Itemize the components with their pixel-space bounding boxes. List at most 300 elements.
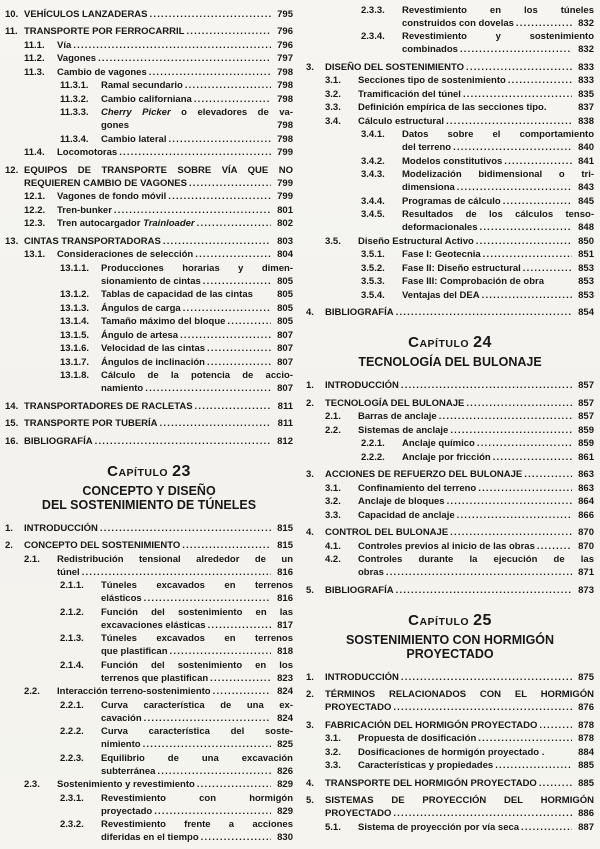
toc-page-number: 853 (578, 276, 594, 287)
toc-entry-text (358, 495, 445, 508)
toc-entry-number: 3.2. (325, 746, 341, 758)
toc-page-number: 825 (277, 739, 293, 750)
toc-entry-body (402, 248, 594, 261)
toc-entry-number: 11.3.4. (60, 133, 89, 145)
dot-leader (73, 39, 271, 52)
dot-leader (447, 495, 572, 508)
toc-entry-number: 2.3.4. (361, 31, 385, 42)
toc-entry-lastline (57, 146, 293, 159)
entry-text: Túneles excavados en terrenos (101, 580, 293, 591)
dot-leader (183, 302, 271, 315)
entry-text: EQUIPOS DE TRANSPORTE SOBRE VÍA QUE NO (24, 164, 293, 176)
toc-entry-lastline (402, 289, 594, 302)
toc-entry-number: 2. (306, 689, 314, 700)
toc-entry-body (325, 584, 594, 597)
toc-entry-lastline (24, 435, 293, 448)
toc-entry-lastline (402, 17, 594, 30)
toc-entry-number: 1. (306, 380, 314, 391)
toc-entry (5, 778, 293, 791)
entry-text: Diseño Estructural Activo (358, 235, 474, 247)
toc-entry-number: 11.1. (24, 39, 45, 51)
toc-entry-text (358, 88, 461, 101)
toc-page-number: 833 (578, 75, 594, 86)
toc-page-number: 798 (277, 66, 293, 78)
entry-text: Vagones de fondo móvil (57, 191, 167, 202)
toc-entry-number: 3.4. (325, 115, 341, 127)
toc-entry-text (325, 719, 537, 732)
dot-leader (207, 356, 271, 369)
toc-entry-number: 13.1. (24, 249, 46, 260)
toc-entry-text (101, 831, 199, 844)
dot-leader (466, 397, 572, 410)
toc-entry-text (358, 235, 474, 248)
toc-entry (5, 553, 293, 579)
dot-leader (144, 592, 271, 605)
dot-leader (457, 509, 572, 522)
toc-entry-text (402, 155, 502, 168)
toc-entry-lastline (358, 115, 594, 128)
entry-text: TÉRMINOS RELACIONADOS CON EL HORMIGÓN (325, 689, 594, 700)
toc-page-number: 798 (277, 120, 293, 131)
chapter-word-initial: C (107, 462, 119, 480)
toc-entry-number: 2.2.1. (60, 699, 84, 711)
toc-page-number: 885 (578, 760, 594, 771)
toc-entry-text (325, 468, 522, 481)
chapter-heading (306, 611, 594, 661)
toc-page-number: 798 (277, 93, 293, 105)
toc-entry-body (101, 659, 293, 685)
toc-entry-number: 13.1.3. (60, 302, 90, 314)
toc-entry-body (402, 155, 594, 168)
entry-text: cavación (101, 712, 142, 724)
toc-entry-number: 12. (5, 164, 19, 176)
toc-entry (5, 818, 293, 844)
chapter-word: APÍTULO (118, 466, 169, 479)
entry-text: TRANSPORTE DEL HORMIGÓN PROYECTADO (325, 777, 537, 789)
toc-entry-text (57, 685, 211, 698)
entry-text: Tamaño máximo del bloque (101, 316, 226, 327)
entry-text: REQUIEREN CAMBIO DE VAGONES (24, 177, 187, 189)
dot-leader (203, 275, 271, 288)
entry-text: Programas de cálculo (402, 195, 501, 207)
entry-text: CONTROL DEL BULONAJE (325, 527, 449, 538)
toc-entry (5, 164, 293, 190)
dot-leader (401, 671, 572, 684)
entry-text: terrenos que plastifican (101, 672, 209, 684)
toc-entry-number: 3.5. (325, 235, 341, 247)
toc-entry-body (101, 579, 293, 605)
toc-entry (5, 342, 293, 355)
entry-text: DISEÑO DEL SOSTENIMIENTO (325, 61, 465, 73)
chapter-number: 24 (473, 334, 492, 351)
toc-entry-text (325, 61, 464, 74)
toc-entry-text (101, 79, 183, 92)
toc-entry (306, 821, 594, 834)
toc-entry-line (24, 164, 293, 177)
toc-entry-lastline (57, 778, 293, 791)
toc-entry-lastline (358, 410, 594, 423)
toc-entry-lastline (402, 262, 594, 275)
toc-page-number: 824 (277, 686, 293, 697)
entry-text: Función del sostenimiento en los (101, 659, 293, 671)
toc-page-number: 884 (578, 746, 594, 758)
entry-text: Capacidad de anclaje (358, 509, 455, 521)
toc-entry-text (402, 181, 455, 194)
toc-entry (306, 155, 594, 168)
entry-text: Velocidad de las cintas (101, 343, 206, 354)
toc-entry-text (24, 177, 187, 190)
toc-entry-line (57, 553, 293, 566)
dot-leader (450, 424, 572, 437)
toc-entry-text (402, 141, 451, 154)
toc-entry-body (57, 553, 293, 579)
toc-entry (306, 306, 594, 319)
dot-leader (207, 342, 271, 355)
toc-page-number: 873 (578, 584, 594, 596)
toc-page-number: 832 (578, 44, 594, 55)
toc-entry-body (358, 732, 594, 745)
entry-text: VEHÍCULOS LANZADERAS (24, 8, 148, 20)
toc-entry-lastline (101, 288, 293, 301)
toc-entry-number: 2.2. (325, 424, 341, 436)
toc-entry-body (101, 262, 293, 288)
toc-entry-lastline (402, 248, 594, 261)
toc-entry-body (325, 526, 594, 539)
dot-leader (150, 8, 271, 21)
toc-page-number: 804 (277, 249, 293, 260)
toc-page-number: 802 (277, 218, 293, 229)
chapter-number: 25 (473, 611, 492, 629)
toc-entry-line (101, 818, 293, 831)
toc-entry-body (101, 606, 293, 632)
entry-text: PROYECTADO (325, 808, 392, 819)
dot-leader (95, 435, 271, 448)
toc-entry-lastline (402, 221, 594, 234)
toc-entry-number: 5.1. (325, 821, 341, 833)
toc-entry (306, 61, 594, 74)
dot-leader (495, 759, 572, 772)
toc-entry-body (402, 30, 594, 56)
dot-leader (483, 248, 572, 261)
dot-leader (493, 451, 572, 464)
entry-text-italic: Trainloader (143, 218, 195, 229)
toc-entry-number: 2.1.1. (60, 580, 84, 591)
toc-entry-body (325, 777, 594, 790)
toc-entry-number: 2.1.3. (60, 633, 84, 644)
toc-entry-line (325, 688, 594, 701)
toc-entry-text (358, 540, 535, 553)
toc-entry (5, 435, 293, 448)
toc-entry (306, 482, 594, 495)
dot-leader (100, 522, 271, 535)
toc-page-number: 885 (578, 777, 594, 789)
dot-leader (539, 777, 572, 790)
toc-entry-lastline (101, 645, 293, 658)
toc-entry-lastline (24, 177, 293, 190)
toc-entry-body (358, 759, 594, 772)
entry-text: CONCEPTO DEL SOSTENIMIENTO (24, 540, 181, 551)
toc-entry-text (101, 738, 141, 751)
toc-entry-number: 13. (5, 235, 19, 247)
toc-entry-body (358, 821, 594, 834)
toc-entry (5, 217, 293, 230)
toc-entry-lastline (402, 155, 594, 168)
toc-entry-number: 3.3. (325, 509, 341, 521)
toc-page-number: 823 (277, 672, 293, 684)
toc-entry-text (325, 397, 464, 410)
chapter-heading (306, 333, 594, 369)
toc-entry-body (358, 553, 594, 579)
toc-entry-number: 13.1.7. (60, 356, 90, 368)
toc-column-right (306, 3, 594, 849)
entry-text: Redistribución tensional alrededor de un (57, 553, 293, 565)
toc-entry-text (325, 306, 394, 319)
toc-entry (306, 495, 594, 508)
toc-entry-text (325, 671, 399, 684)
toc-entry-text (101, 645, 168, 658)
entry-text: TRANSPORTADORES DE RACLETAS (24, 400, 193, 412)
toc-entry-body (358, 746, 594, 759)
toc-entry-lastline (358, 101, 594, 114)
toc-page-number: 859 (578, 438, 594, 449)
toc-entry-body (402, 275, 594, 288)
toc-entry (306, 168, 594, 194)
dot-leader (446, 115, 572, 128)
toc-entry-lastline (358, 821, 594, 834)
toc-entry-text (358, 482, 476, 495)
toc-entry-body (101, 133, 293, 146)
toc-entry-number: 14. (5, 400, 19, 412)
entry-text-italic: Cherry Picker (101, 107, 171, 118)
toc-entry (306, 88, 594, 101)
toc-entry-body (57, 52, 293, 65)
toc-entry-text (57, 217, 195, 230)
toc-entry (306, 794, 594, 820)
toc-entry-text (325, 807, 391, 820)
toc-page-number: 857 (578, 411, 594, 422)
toc-entry-number: 11.4. (24, 147, 45, 158)
toc-entry-text (358, 509, 455, 522)
entry-text: Barras de anclaje (358, 411, 437, 422)
toc-page-number: 803 (277, 235, 293, 247)
dot-leader (82, 566, 271, 579)
toc-entry-lastline (57, 566, 293, 579)
toc-page-number: 863 (578, 469, 594, 480)
entry-text: Vagones (57, 53, 97, 64)
toc-entry-lastline (101, 765, 293, 778)
toc-page-number: 798 (277, 133, 293, 145)
toc-entry-text (101, 315, 225, 328)
toc-entry-body (101, 792, 293, 818)
toc-entry-number: 5. (306, 584, 314, 596)
toc-entry-lastline (325, 61, 594, 74)
toc-entry-text (358, 74, 506, 87)
dot-leader (194, 93, 271, 106)
toc-page-number: 824 (277, 712, 293, 724)
dot-leader (478, 732, 572, 745)
toc-entry-lastline (325, 379, 594, 392)
toc-entry-number: 11.3.1. (60, 80, 89, 91)
toc-entry (306, 275, 594, 288)
toc-entry-number: 4.2. (325, 554, 341, 565)
toc-entry (306, 451, 594, 464)
toc-entry-lastline (24, 8, 293, 21)
toc-entry-lastline (325, 671, 594, 684)
dot-leader (154, 805, 271, 818)
toc-entry-body (24, 522, 293, 535)
toc-entry (5, 356, 293, 369)
entry-text: Definición empírica de las secciones tipo. (358, 102, 547, 113)
toc-entry-body (402, 437, 594, 450)
toc-entry (306, 397, 594, 410)
dot-leader (143, 738, 271, 751)
dot-leader (482, 289, 572, 302)
toc-page-number: 815 (277, 522, 293, 534)
entry-text: FABRICACIÓN DEL HORMIGÓN PROYECTADO (325, 719, 538, 731)
toc-entry-text (57, 190, 166, 203)
toc-entry-lastline (101, 672, 293, 685)
entry-text: Ángulos de inclinación (101, 356, 205, 368)
toc-entry-line (402, 4, 594, 17)
entry-text: Sistemas de anclaje (358, 424, 449, 436)
toc-entry (306, 30, 594, 56)
toc-entry (306, 437, 594, 450)
toc-entry-text (57, 146, 117, 159)
toc-entry-lastline (402, 451, 594, 464)
toc-entry-body (358, 115, 594, 128)
chapter-word-initial: C (408, 611, 420, 629)
toc-page-number: 850 (578, 235, 594, 247)
toc-entry-lastline (24, 522, 293, 535)
toc-entry (5, 190, 293, 203)
entry-text: Controles durante la ejecución de las (358, 554, 594, 565)
dot-leader (466, 61, 572, 74)
entry-text: Sostenimiento y revestimiento (57, 779, 195, 790)
entry-text: Características y propiedades (358, 760, 494, 771)
entry-text: Revestimiento y sostenimiento (402, 31, 594, 42)
toc-page-number: 870 (578, 540, 594, 552)
toc-entry-lastline (402, 43, 594, 56)
toc-entry-number: 4.1. (325, 540, 341, 552)
toc-entry-text (358, 566, 384, 579)
toc-page-number: 864 (578, 496, 594, 507)
toc-entry-lastline (358, 566, 594, 579)
toc-page-number: 851 (578, 249, 594, 260)
toc-page-number: 795 (277, 8, 293, 20)
dot-leader (523, 262, 572, 275)
toc-entry-lastline (358, 482, 594, 495)
toc-entry-body (358, 101, 594, 114)
toc-entry-number: 13.1.2. (60, 289, 90, 300)
toc-entry-number: 3.4.1. (361, 129, 385, 140)
entry-text: TECNOLOGÍA DEL BULONAJE (325, 397, 465, 409)
toc-entry-lastline (402, 195, 594, 208)
toc-entry (5, 725, 293, 751)
entry-text: Cálculo de la potencia de accio- (101, 370, 293, 381)
dot-leader (477, 437, 572, 450)
toc-entry-body (358, 74, 594, 87)
toc-entry-number: 2.3.1. (60, 792, 84, 804)
toc-page-number: 816 (277, 566, 293, 578)
toc-entry-text (101, 765, 155, 778)
toc-page-number: 840 (578, 142, 594, 153)
toc-entry-number: 3.4.4. (361, 195, 385, 207)
toc-entry-text (101, 805, 152, 818)
dot-leader (210, 672, 271, 685)
toc-entry-lastline (101, 315, 293, 328)
toc-entry-body (358, 424, 594, 437)
toc-entry-number: 13.1.1. (60, 262, 90, 274)
toc-entry (306, 128, 594, 154)
dot-leader (463, 88, 572, 101)
toc-entry-text (101, 302, 181, 315)
toc-entry-number: 1. (5, 522, 13, 534)
toc-entry-number: 2.3. (24, 779, 40, 790)
toc-entry-lastline (358, 540, 594, 553)
toc-entry-number: 3. (306, 61, 314, 73)
dot-leader (213, 685, 271, 698)
toc-entry-body (24, 164, 293, 190)
toc-entry (306, 262, 594, 275)
entry-text: Confinamiento del terreno (358, 482, 477, 494)
toc-entry-text (402, 221, 478, 234)
toc-entry-number: 3.1. (325, 75, 341, 86)
toc-entry-text (101, 382, 143, 395)
toc-entry-number: 10. (5, 8, 19, 20)
dot-leader (453, 141, 572, 154)
entry-text: Equilibrio de una excavación (101, 752, 293, 764)
entry-text: Revestimiento frente a acciones (101, 819, 293, 830)
toc-entry (5, 699, 293, 725)
toc-entry-text (358, 759, 493, 772)
toc-entry-body (101, 342, 293, 355)
toc-page-number: 861 (578, 451, 594, 463)
toc-page-number: 799 (277, 177, 293, 189)
toc-entry (306, 410, 594, 423)
toc-entry-line (101, 725, 293, 738)
toc-entry (306, 74, 594, 87)
entry-text: Producciones horarias y dimen- (101, 262, 293, 274)
dot-leader (149, 66, 271, 79)
toc-page-number: 866 (578, 509, 594, 521)
toc-entry-number: 3.4.5. (361, 209, 385, 220)
dot-leader (227, 315, 271, 328)
entry-text: Dosificaciones de hormigón proyectado . (358, 746, 545, 758)
toc-entry-text (402, 43, 458, 56)
toc-entry-body (101, 699, 293, 725)
toc-page-number: 848 (578, 222, 594, 233)
toc-entry-text (24, 522, 98, 535)
toc-entry-body (101, 93, 293, 106)
entry-text: Tablas de capacidad de las cintas (101, 289, 253, 300)
dot-leader (480, 221, 573, 234)
toc-entry-text (101, 329, 178, 342)
toc-entry-line (402, 128, 594, 141)
toc-entry-text (24, 400, 193, 413)
toc-entry-text (101, 672, 208, 685)
toc-entry-body (101, 106, 293, 132)
entry-text: Función del sostenimiento en las (101, 606, 293, 618)
toc-entry (306, 553, 594, 579)
toc-entry (5, 146, 293, 159)
toc-page-number: 878 (578, 733, 594, 744)
toc-entry (306, 101, 594, 114)
toc-entry-line (101, 752, 293, 765)
toc-entry-body (101, 315, 293, 328)
toc-page-number: 863 (578, 482, 594, 494)
toc-entry (306, 289, 594, 302)
entry-text: Anclaje por fricción (402, 451, 491, 463)
